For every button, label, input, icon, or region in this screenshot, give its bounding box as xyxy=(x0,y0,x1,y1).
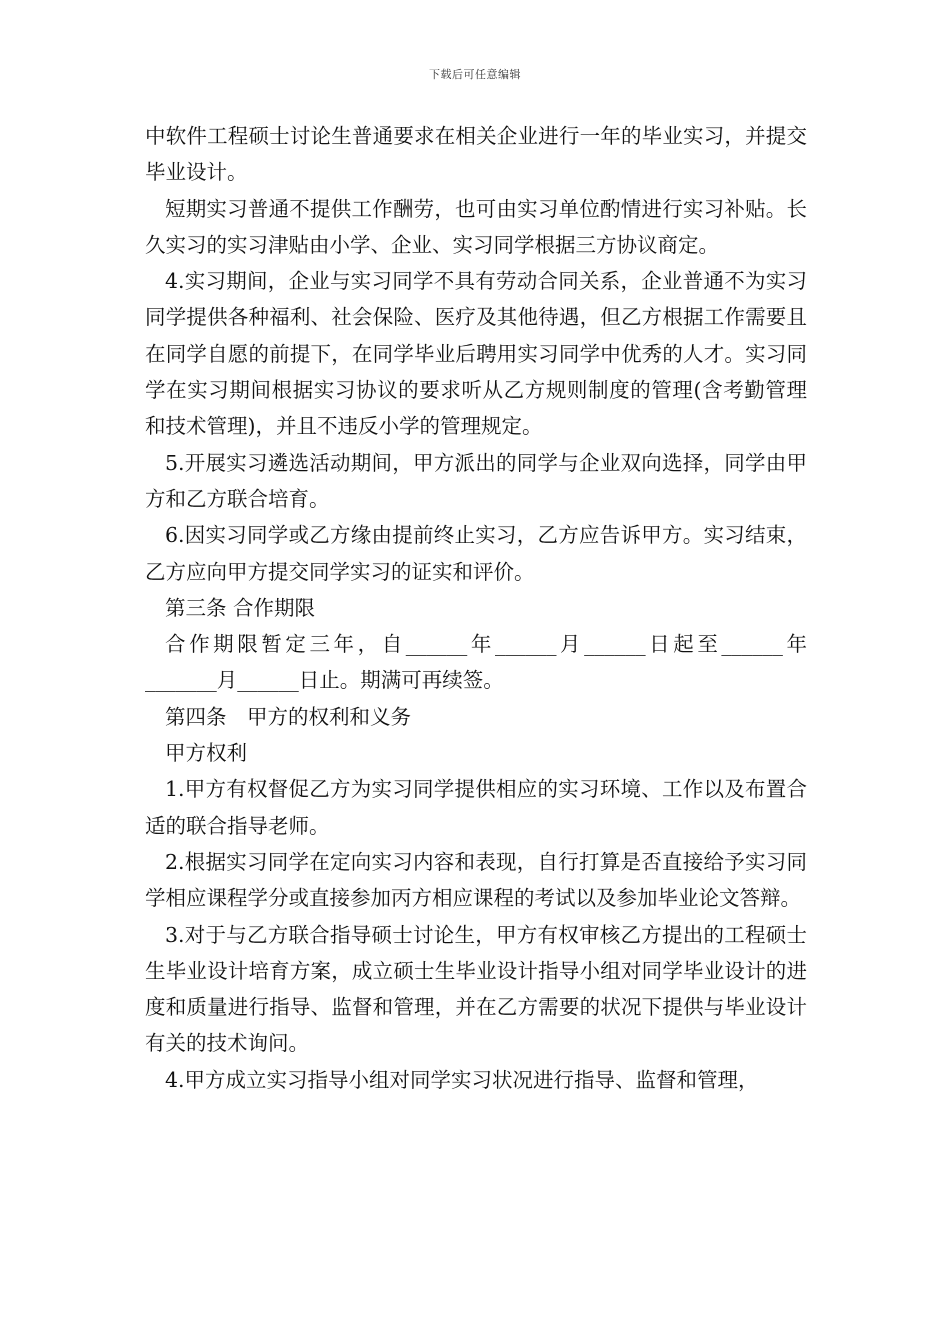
section-heading: 第三条 合作期限 xyxy=(165,595,316,620)
paragraph: 短期实习普通不提供工作酬劳，也可由实习单位酌情进行实习补贴。长久实习的实习津贴由小学、企业、实习同学根据三方协议商定。 xyxy=(145,196,807,257)
page-header: 下载后可任意编辑 xyxy=(429,68,521,81)
section-heading: 第四条 甲方的权利和义务 xyxy=(165,704,411,729)
document-body xyxy=(145,118,807,1098)
paragraph: 合作期限暂定三年，自______年______月______日起至______年_______月______日止。期满可再续签。 xyxy=(145,632,807,693)
paragraph: 5.开展实习遴选活动期间，甲方派出的同学与企业双向选择，同学由甲方和乙方联合培育。 xyxy=(145,450,807,511)
paragraph: 中软件工程硕士讨论生普通要求在相关企业进行一年的毕业实习，并提交毕业设计。 xyxy=(145,124,807,185)
paragraph: 1.甲方有权督促乙方为实习同学提供相应的实习环境、工作以及布置合适的联合指导老师。 xyxy=(145,777,807,838)
paragraph: 6.因实习同学或乙方缘由提前终止实习，乙方应告诉甲方。实习结束，乙方应向甲方提交同学实习的证实和评价。 xyxy=(145,523,807,584)
subsection-heading: 甲方权利 xyxy=(165,741,247,766)
paragraph: 2.根据实习同学在定向实习内容和表现，自行打算是否直接给予实习同学相应课程学分或直接参加丙方相应课程的考试以及参加毕业论文答辩。 xyxy=(145,849,807,911)
paragraph: 4.实习期间，企业与实习同学不具有劳动合同关系，企业普通不为实习同学提供各种福利、社会保险、医疗及其他待遇，但乙方根据工作需要且在同学自愿的前提下，在同学毕业后聘用实习同学中优秀的人才。实习同学在实习期间根据实习协议的要求听从乙方规则制度的管理(含考勤管理和技术管理)，并且不违反小学的管理规定。 xyxy=(145,269,807,439)
paragraph: 3.对于与乙方联合指导硕士讨论生，甲方有权审核乙方提出的工程硕士生毕业设计培育方案，成立硕士生毕业设计指导小组对同学毕业设计的进度和质量进行指导、监督和管理，并在乙方需要的状况下提供与毕业设计有关的技术询问。 xyxy=(145,922,807,1056)
paragraph: 4.甲方成立实习指导小组对同学实习状况进行指导、监督和管理， xyxy=(165,1067,759,1092)
